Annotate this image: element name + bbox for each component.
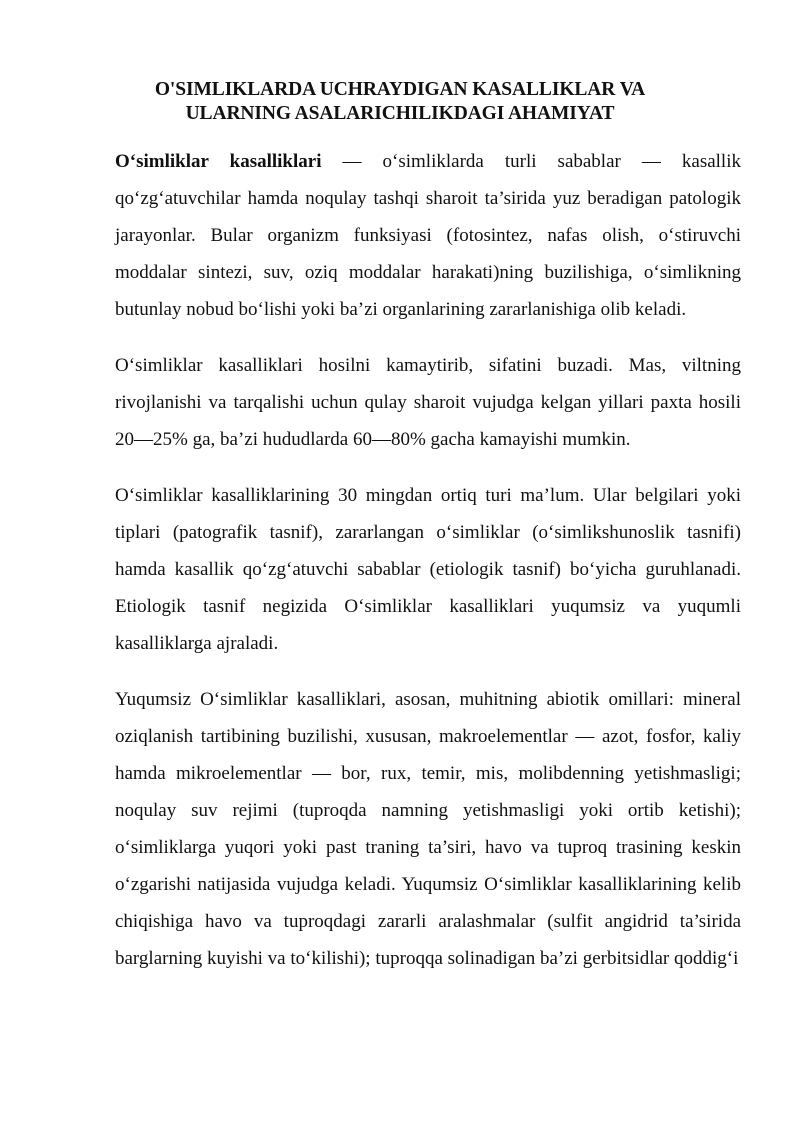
paragraph-2: O‘simliklar kasalliklari hosilni kamaytirib, sifatini buzadi. Mas, viltning rivojlanishi va tarqalishi uchun qulay sharoit vujudga kelgan yillari paxta hosili 20—25% ga, ba’zi hududlarda 60—80% gacha kamayishi mumkin.	[115, 355, 741, 450]
document-body	[115, 143, 741, 996]
paragraph-1	[115, 143, 741, 328]
paragraph-4: Yuqumsiz O‘simliklar kasalliklari, asosan, muhitning abiotik omillari: mineral oziqlanish tartibining buzilishi, xususan, makroelementlar — azot, fosfor, kaliy hamda mikroelementlar — bor, rux, temir, mis, molibdenning yetishmasligi; noqulay suv rejimi (tuproqda namning yetishmasligi yoki ortib ketishi); o‘simliklarga yuqori yoki past traning ta’siri, havo va tuproq trasining keskin o‘zgarishi natijasida vujudga keladi. Yuqumsiz O‘simliklar kasalliklarining kelib chiqishiga havo va tuproqdagi zararli aralashmalar (sulfit angidrid ta’sirida barglarning kuyishi va to‘kilishi); tuproqqa solinadigan ba’zi gerbitsidlar qoddig‘i	[115, 689, 741, 969]
document-title-line-2: ULARNING ASALARICHILIKDAGI AHAMIYAT	[185, 103, 615, 124]
paragraph-1-lead-term: O‘simliklar kasalliklari	[115, 151, 322, 172]
document-title	[100, 78, 700, 126]
paragraph-1-text: — o‘simliklarda turli sabablar — kasallik qo‘zg‘atuvchilar hamda noqulay tashqi sharoit ta’sirida yuz beradigan patologik jarayonlar. Bular organizm funksiyasi (fotosintez, nafas olish, o‘stiruvchi moddalar sintezi, suv, oziq moddalar harakati)ning buzilishiga, o‘simlikning butunlay nobud bo‘lishi yoki ba’zi organlarining zararlanishiga olib keladi.	[115, 151, 741, 320]
paragraph-3: O‘simliklar kasalliklarining 30 mingdan ortiq turi ma’lum. Ular belgilari yoki tiplari (patografik tasnif), zararlangan o‘simliklar (o‘simlikshunoslik tasnifi) hamda kasallik qo‘zg‘atuvchi sabablar (etiologik tasnif) bo‘yicha guruhlanadi. Etiologik tasnif negizida O‘simliklar kasalliklari yuqumsiz va yuqumli kasalliklarga ajraladi.	[115, 485, 741, 654]
document-title-line-1: O'SIMLIKLARDA UCHRAYDIGAN KASALLIKLAR VA	[154, 79, 646, 100]
